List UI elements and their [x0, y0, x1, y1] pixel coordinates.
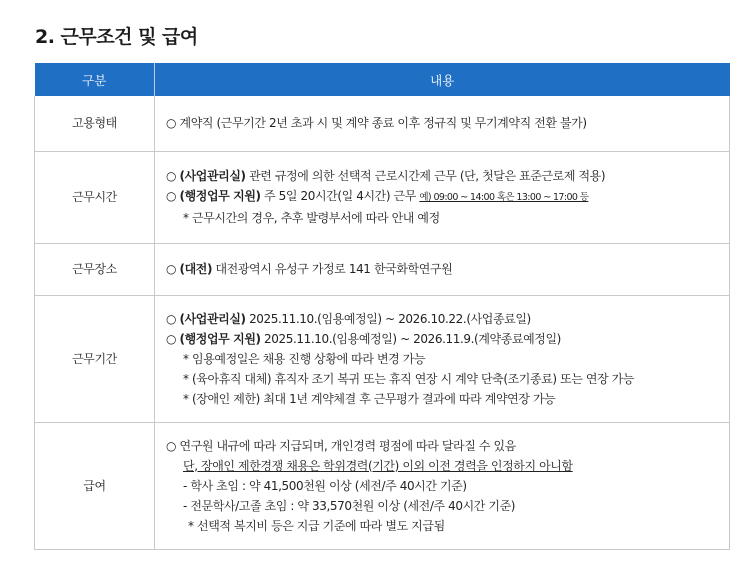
header-content: 내용 [155, 63, 730, 96]
table-row-salary [35, 422, 730, 549]
line-bold-label: (대전) [179, 262, 213, 276]
header-category: 구분 [35, 63, 155, 96]
circle-marker: ○ [166, 331, 177, 346]
row-content-work-location [155, 243, 730, 295]
content-line [166, 166, 729, 186]
line-bold-label: (행정업무 지원) [179, 189, 261, 203]
table-row-work-hours [35, 151, 730, 243]
line-text: 2025.11.10.(임용예정일) ~ 2026.10.22.(사업종료일) [249, 311, 531, 326]
work-conditions-table [34, 63, 730, 550]
circle-marker: ○ [166, 169, 177, 183]
content-line [166, 329, 729, 349]
circle-marker: ○ [166, 262, 177, 276]
row-label-work-period: 근무기간 [35, 295, 155, 422]
row-content-salary [155, 422, 730, 549]
example-hours-note: 예) 09:00 ~ 14:00 혹은 13:00 ~ 17:00 등 [419, 192, 589, 203]
line-text: 연구원 내규에 따라 지급되며, 개인경력 평점에 따라 달라질 수 있음 [179, 438, 516, 453]
line-bold-label: (사업관리실) [179, 169, 246, 183]
content-line [166, 113, 729, 133]
line-text: 대전광역시 유성구 가정로 141 한국화학연구원 [215, 262, 453, 276]
table-row-work-period [35, 295, 730, 422]
circle-marker: ○ [166, 189, 177, 203]
line-text: 관련 규정에 의한 선택적 근로시간제 근무 (단, 첫달은 표준근로제 적용) [249, 169, 606, 183]
section-title: 2. 근무조건 및 급여 [35, 26, 198, 48]
content-line [166, 186, 729, 208]
salary-dash-line: - 학사 초임 : 약 41,500천원 이상 (세전/주 40시간 기준) [183, 478, 467, 493]
note-line: * 선택적 복지비 등은 지급 기준에 따라 별도 지급됨 [188, 518, 445, 533]
table-row-employment-type [35, 96, 730, 151]
row-content-employment-type [155, 96, 730, 151]
table-row-work-location [35, 243, 730, 295]
row-label-work-location: 근무장소 [35, 243, 155, 295]
note-line: * (육아휴직 대체) 휴직자 조기 복귀 또는 휴직 연장 시 계약 단축(조기종료) 또는 연장 가능 [183, 371, 635, 386]
line-bold-label: (사업관리실) [179, 311, 246, 326]
content-line [166, 309, 729, 329]
note-line: * (장애인 제한) 최대 1년 계약체결 후 근무평가 결과에 따라 계약연장 가능 [183, 391, 556, 406]
line-text: 계약직 (근무기간 2년 초과 시 및 계약 종료 이후 정규직 및 무기계약직 전환 불가) [179, 116, 587, 131]
content-line [166, 436, 729, 456]
line-bold-label: (행정업무 지원) [179, 331, 261, 346]
note-line: * 임용예정일은 채용 진행 상황에 따라 변경 가능 [183, 351, 426, 366]
row-content-work-hours [155, 151, 730, 243]
table-header-row [35, 63, 730, 96]
line-text: 2025.11.10.(임용예정일) ~ 2026.11.9.(계약종료예정일) [264, 331, 561, 346]
circle-marker: ○ [166, 311, 177, 326]
circle-marker: ○ [166, 116, 177, 131]
row-content-work-period [155, 295, 730, 422]
circle-marker: ○ [166, 438, 177, 453]
row-label-employment-type: 고용형태 [35, 96, 155, 151]
row-label-work-hours: 근무시간 [35, 151, 155, 243]
line-text: 주 5일 20시간(일 4시간) 근무 [264, 189, 416, 203]
salary-dash-line: - 전문학사/고졸 초임 : 약 33,570천원 이상 (세전/주 40시간 기준) [183, 498, 516, 513]
note-line: * 근무시간의 경우, 추후 발령부서에 따라 안내 예정 [183, 211, 440, 225]
underlined-notice: 단, 장애인 제한경쟁 채용은 학위경력(기간) 이외 이전 경력을 인정하지 아니함 [183, 458, 573, 473]
row-label-salary: 급여 [35, 422, 155, 549]
content-line [166, 259, 729, 279]
